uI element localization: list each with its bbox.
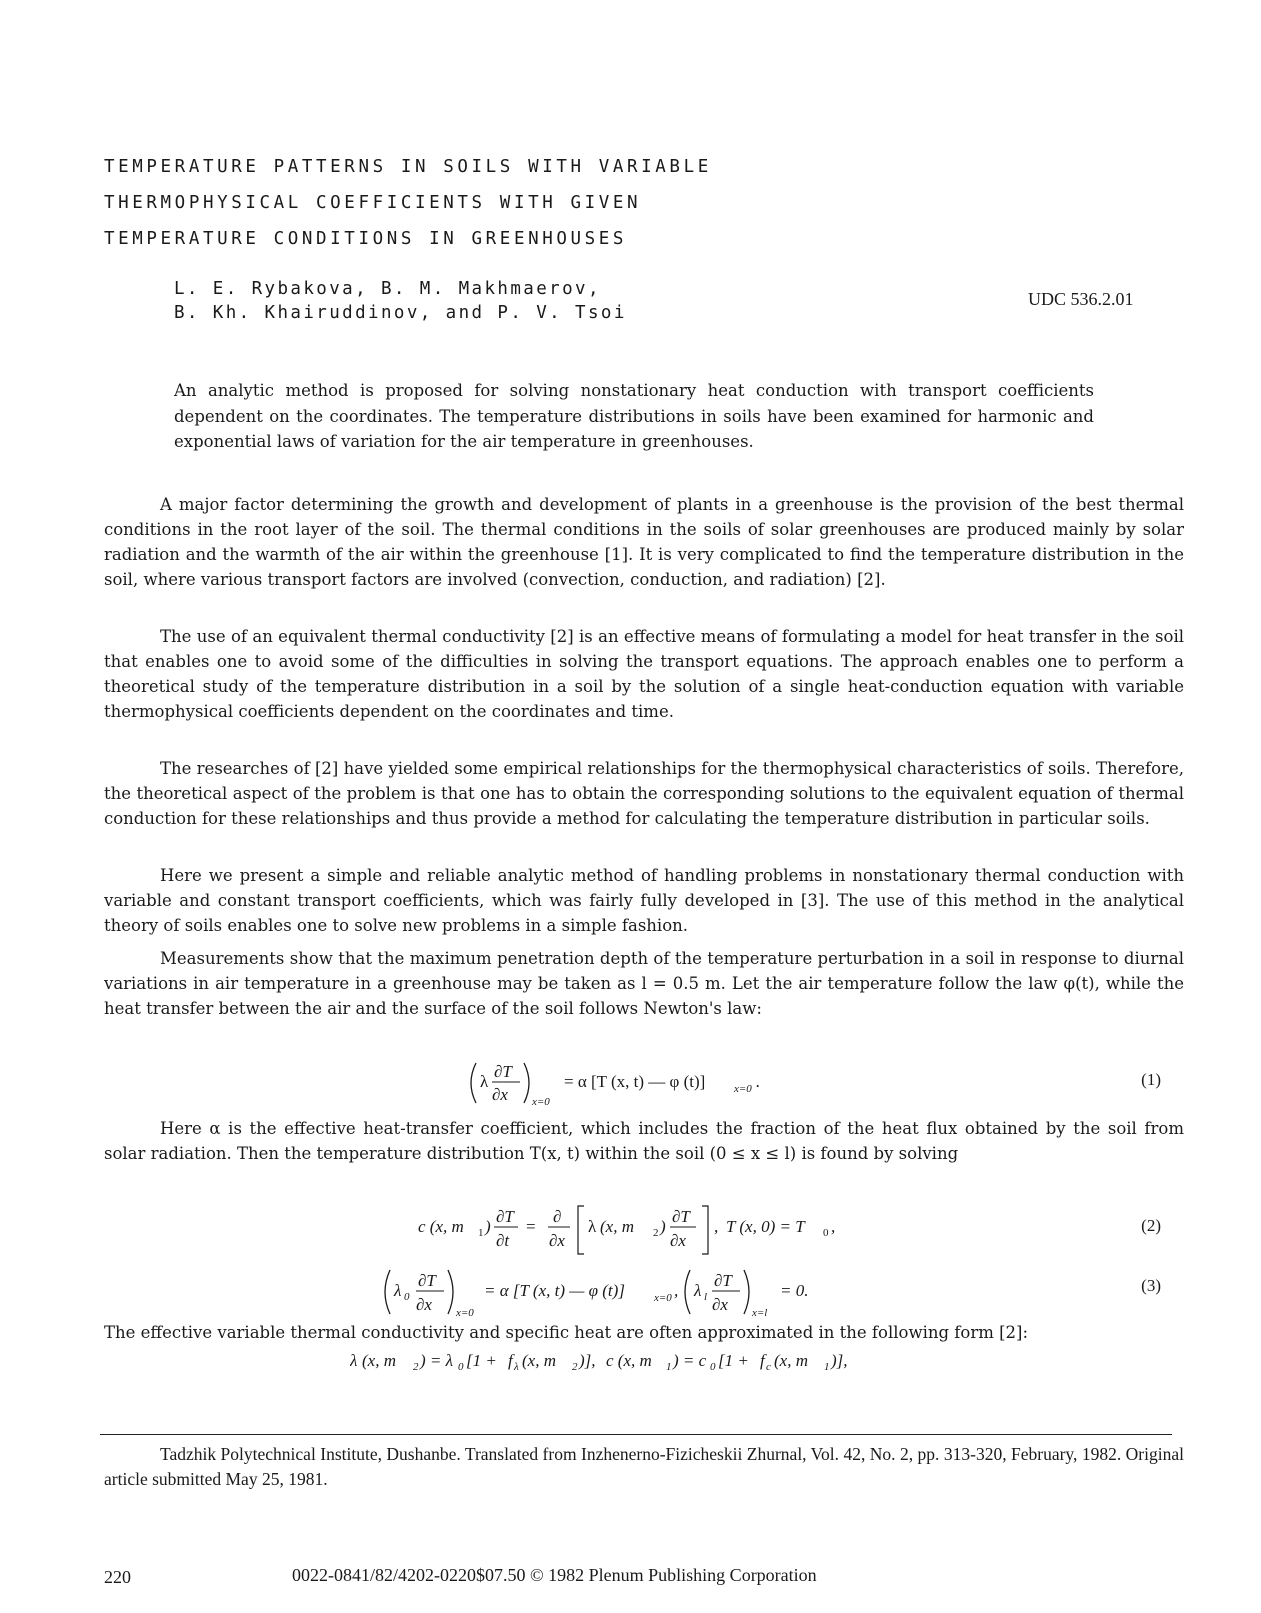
paragraph-3: The researches of [2] have yielded some empirical relationships for the thermophysical characteristics of soils. Therefore, the theoretical aspect of the problem is that one has to obtain the corresponding solutions to the equivalent equation of thermal conduction for these relationships and thus provide a method for calculating the temperature distribution in particular soils.: [104, 759, 1184, 828]
svg-text:1: 1: [666, 1361, 672, 1373]
svg-text:1: 1: [478, 1227, 484, 1239]
footnote: Tadzhik Polytechnical Institute, Dushanbe. Translated from Inzhenerno-Fizicheskii Zhurnal, Vol. 42, No. 2, pp. 313-320, February, 1982. Original article submitted May 25, 1981.: [104, 1444, 1184, 1489]
svg-text:∂x: ∂x: [416, 1295, 432, 1314]
svg-text:(x, m: (x, m: [362, 1351, 396, 1370]
svg-text:= α [T (x, t) — φ (t)]: = α [T (x, t) — φ (t)]: [484, 1281, 625, 1300]
svg-text:=: =: [526, 1217, 536, 1236]
paragraph-1: A major factor determining the growth and development of plants in a greenhouse is the provision of the best thermal conditions in the root layer of the soil. The thermal conditions in the soils of solar greenhouses are produced mainly by solar radiation and the warmth of the air within the greenhouse [1]. It is very complicated to find the temperature distribution in the soil, where various transport factors are involved (convection, conduction, and radiation) [2].: [104, 495, 1184, 589]
equation-approximation: [350, 1346, 870, 1381]
svg-text:c (x, m: c (x, m: [606, 1351, 652, 1370]
svg-text:λ: λ: [694, 1281, 702, 1300]
svg-text:f: f: [760, 1351, 765, 1370]
abstract: An analytic method is proposed for solving nonstationary heat conduction with transport coefficients dependent on the coordinates. The temperature distributions in soils have been examined for harmonic and exponential laws of variation for the air temperature in greenhouses.: [174, 381, 1094, 451]
svg-text:∂x: ∂x: [549, 1231, 565, 1250]
svg-text:1: 1: [824, 1361, 830, 1373]
svg-text:∂t: ∂t: [496, 1231, 510, 1250]
svg-text:x=l: x=l: [752, 1307, 768, 1319]
svg-text:0: 0: [458, 1361, 464, 1373]
page-number: 220: [104, 1567, 131, 1587]
svg-text:0: 0: [710, 1361, 716, 1373]
svg-text:∂T: ∂T: [714, 1271, 732, 1290]
title-line-3: TEMPERATURE CONDITIONS IN GREENHOUSES: [104, 229, 628, 249]
authors-line-1: L. E. Rybakova, B. M. Makhmaerov,: [174, 279, 601, 299]
svg-text:l: l: [704, 1291, 708, 1303]
svg-text:2: 2: [413, 1361, 419, 1373]
svg-text:∂T: ∂T: [672, 1207, 690, 1226]
svg-text:): ): [485, 1217, 491, 1236]
title-line-1: TEMPERATURE PATTERNS IN SOILS WITH VARIABLE: [104, 157, 712, 177]
equation-approximation-formula: [350, 1346, 870, 1376]
footnote-divider: [100, 1434, 1172, 1435]
svg-text:= 0.: = 0.: [780, 1281, 809, 1300]
svg-text:∂x: ∂x: [712, 1295, 728, 1314]
paragraph-4: Here we present a simple and reliable analytic method of handling problems in nonstationary thermal conduction with variable and constant transport coefficients, which was fairly fully developed in [3]. The use of this method in the analytical theory of soils enables one to solve new problems in a simple fashion.: [104, 866, 1184, 935]
udc-code: UDC 536.2.01: [1028, 289, 1134, 309]
svg-text:∂T: ∂T: [496, 1207, 514, 1226]
svg-text:,: ,: [831, 1217, 836, 1236]
svg-text:[1 +: [1 +: [466, 1351, 497, 1370]
svg-text:λ: λ: [480, 1072, 489, 1091]
svg-text:)],: )],: [831, 1351, 848, 1370]
svg-text:2: 2: [572, 1361, 578, 1373]
svg-text:∂x: ∂x: [492, 1085, 508, 1104]
paragraph-6: Here α is the effective heat-transfer coefficient, which includes the fraction of the heat flux obtained by the soil from solar radiation. Then the temperature distribution T(x, t) within the soil (0 ≤ x ≤ l) is found by solving: [104, 1119, 1184, 1163]
svg-text:λ: λ: [588, 1217, 597, 1236]
svg-text:.: .: [756, 1072, 761, 1091]
svg-text:[1 +: [1 +: [718, 1351, 749, 1370]
svg-text:x=0: x=0: [532, 1096, 550, 1108]
svg-text:) = c: ) = c: [673, 1351, 707, 1370]
svg-text:) = λ: ) = λ: [420, 1351, 453, 1370]
svg-text:,: ,: [674, 1281, 679, 1300]
equation-1-formula: [468, 1059, 798, 1111]
svg-text:c: c: [766, 1361, 771, 1373]
svg-text:x=0: x=0: [734, 1083, 752, 1095]
svg-text:∂T: ∂T: [418, 1271, 436, 1290]
svg-text:2: 2: [653, 1227, 659, 1239]
paragraph-7: The effective variable thermal conductivity and specific heat are often approximated in the following form [2]:: [104, 1323, 1029, 1342]
svg-text:(x, m: (x, m: [774, 1351, 808, 1370]
svg-text:(x, m: (x, m: [600, 1217, 634, 1236]
svg-text:T (x, 0) = T: T (x, 0) = T: [726, 1217, 805, 1236]
svg-text:c (x, m: c (x, m: [418, 1217, 464, 1236]
svg-text:∂x: ∂x: [670, 1231, 686, 1250]
svg-text:0: 0: [404, 1291, 410, 1303]
svg-text:)],: )],: [579, 1351, 596, 1370]
equation-2-formula: [418, 1200, 858, 1260]
svg-text:,: ,: [714, 1217, 719, 1236]
svg-text:λ: λ: [514, 1361, 519, 1373]
svg-text:λ: λ: [350, 1351, 358, 1370]
paragraph-5: Measurements show that the maximum penetration depth of the temperature perturbation in a soil in response to diurnal variations in air temperature in a greenhouse may be taken as l = 0.5 m. Let the air temperature follow the law φ(t), while the heat transfer between the air and the surface of the soil follows Newton's law:: [104, 949, 1184, 1018]
svg-text:= α [T (x, t) — φ (t)]: = α [T (x, t) — φ (t)]: [564, 1072, 706, 1091]
svg-text:x=0: x=0: [456, 1307, 474, 1319]
authors-line-2: B. Kh. Khairuddinov, and P. V. Tsoi: [174, 303, 627, 323]
svg-text:λ: λ: [394, 1281, 402, 1300]
copyright-line: 0022-0841/82/4202-0220$07.50 © 1982 Plenum Publishing Corporation: [292, 1565, 817, 1585]
paragraph-2: The use of an equivalent thermal conductivity [2] is an effective means of formulating a model for heat transfer in the soil that enables one to avoid some of the difficulties in solving the transport equations. The approach enables one to perform a theoretical study of the temperature distribution in a soil by the solution of a single heat-conduction equation with variable thermophysical coefficients dependent on the coordinates and time.: [104, 627, 1184, 721]
svg-text:x=0: x=0: [654, 1292, 672, 1304]
svg-text:(x, m: (x, m: [522, 1351, 556, 1370]
svg-text:∂T: ∂T: [494, 1062, 512, 1081]
equation-1-number: (1): [1141, 1070, 1161, 1089]
svg-text:): ): [660, 1217, 666, 1236]
title-line-2: THERMOPHYSICAL COEFFICIENTS WITH GIVEN: [104, 193, 642, 213]
equation-3-number: (3): [1141, 1276, 1161, 1295]
equation-3: [382, 1266, 852, 1327]
equation-1: [468, 1059, 798, 1116]
svg-text:0: 0: [823, 1227, 829, 1239]
equation-2: [418, 1200, 858, 1265]
equation-2-number: (2): [1141, 1216, 1161, 1235]
equation-3-formula: [382, 1266, 852, 1322]
svg-text:∂: ∂: [553, 1207, 562, 1226]
svg-text:f: f: [508, 1351, 513, 1370]
